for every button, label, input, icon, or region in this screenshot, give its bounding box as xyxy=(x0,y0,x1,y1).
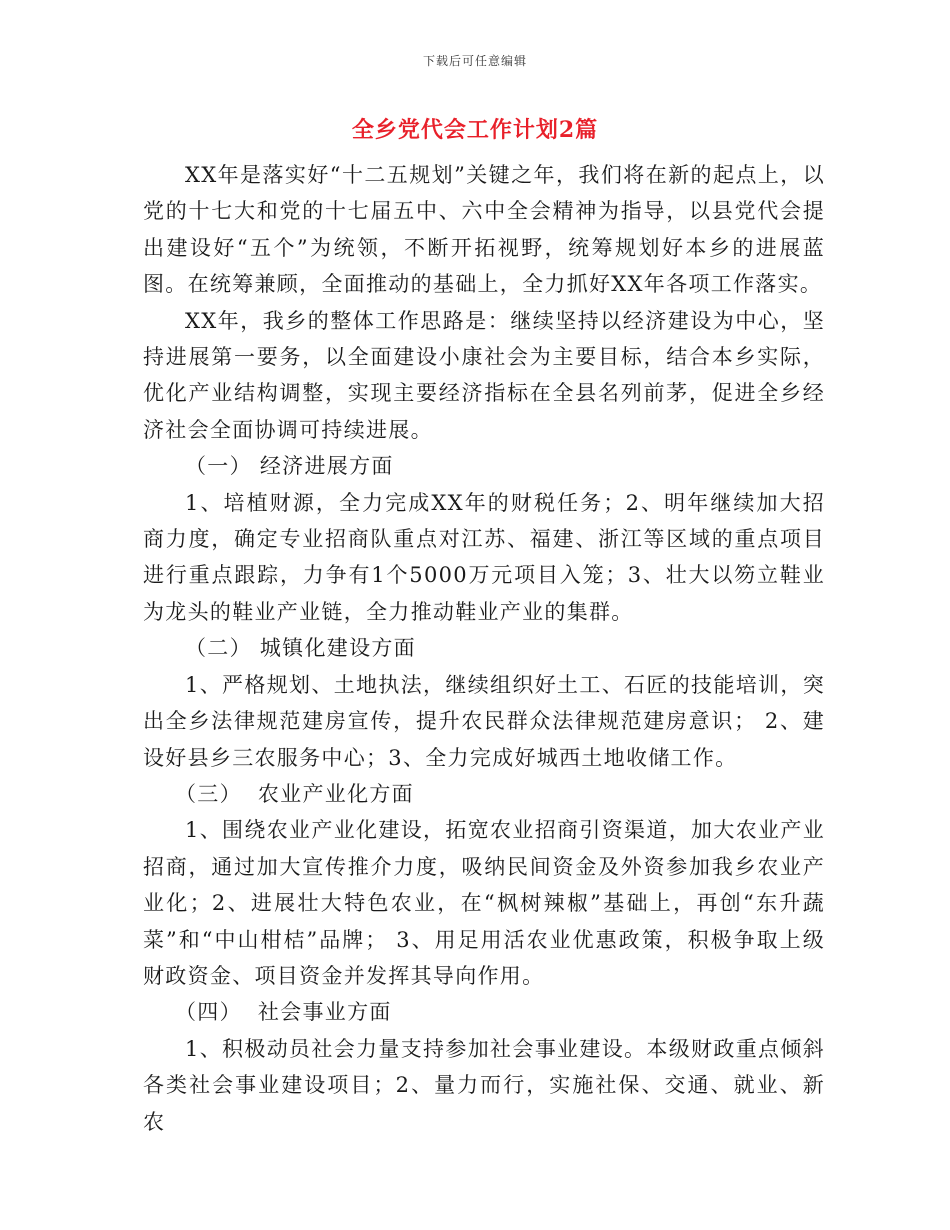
section-heading-urbanization: （二） 城镇化建设方面 xyxy=(185,636,416,661)
section-heading-social: （四） 社会事业方面 xyxy=(175,1000,392,1025)
document-title: 全乡党代会工作计划2篇 xyxy=(351,117,599,143)
intro-paragraph-1: XX年是落实好“十二五规划”关键之年，我们将在新的起点上，以党的十七大和党的十七届五中、六中全会精神为指导，以县党代会提出建设好“五个”为统领，不断开拓视野，统筹规划好本乡的进展蓝图。在统筹兼顾，全面推动的基础上，全力抓好XX年各项工作落实。 xyxy=(143,163,825,297)
document-body xyxy=(143,157,825,1140)
section-body-economy: 1、培植财源，全力完成XX年的财税任务；2、明年继续加大招商力度，确定专业招商队重点对江苏、福建、浙江等区域的重点项目进行重点跟踪，力争有1个5000万元项目入笼；3、壮大以笏立鞋业为龙头的鞋业产业链，全力推动鞋业产业的集群。 xyxy=(143,490,825,624)
section-body-agriculture: 1、围绕农业产业化建设，拓宽农业招商引资渠道，加大农业产业招商，通过加大宣传推介力度，吸纳民间资金及外资参加我乡农业产业化；2、进展壮大特色农业，在“枫树辣椒”基础上，再创“东升蔬菜”和“中山柑桔”品牌； 3、用足用活农业优惠政策，积极争取上级财政资金、项目资金并发挥其导向作用。 xyxy=(143,818,825,988)
section-body-urbanization: 1、严格规划、土地执法，继续组织好土工、石匠的技能培训，突出全乡法律规范建房宣传，提升农民群众法律规范建房意识； 2、建设好县乡三农服务中心；3、全力完成好城西土地收储工作。 xyxy=(143,672,825,770)
section-body-social: 1、积极动员社会力量支持参加社会事业建设。本级财政重点倾斜各类社会事业建设项目；2、量力而行，实施社保、交通、就业、新农 xyxy=(143,1036,825,1134)
page-header-note: 下载后可任意编辑 xyxy=(422,54,527,68)
section-heading-agriculture: （三） 农业产业化方面 xyxy=(175,781,414,806)
intro-paragraph-2: XX年，我乡的整体工作思路是：继续坚持以经济建设为中心，坚持进展第一要务，以全面建设小康社会为主要目标，结合本乡实际，优化产业结构调整，实现主要经济指标在全县名列前茅，促进全乡经济社会全面协调可持续进展。 xyxy=(143,308,825,442)
section-heading-economy: （一） 经济进展方面 xyxy=(185,454,394,479)
